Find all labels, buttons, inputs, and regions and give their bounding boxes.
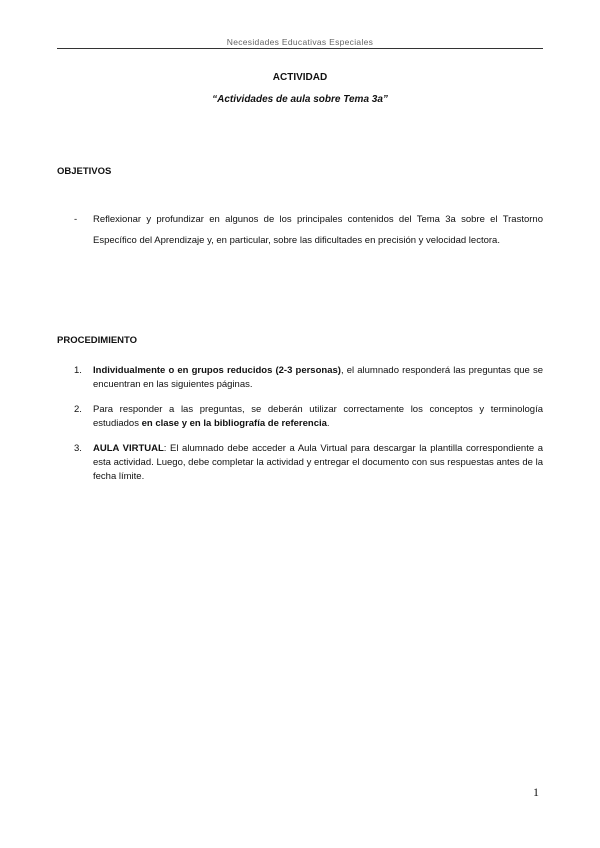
item-bold-text: en clase y en la bibliografía de referencia — [138, 418, 327, 429]
document-subtitle: “Actividades de aula sobre Tema 3a” — [212, 94, 388, 105]
list-item — [57, 442, 543, 484]
objetivos-item — [57, 209, 543, 251]
document-title: ACTIVIDAD — [272, 72, 328, 83]
item-text-end: . — [326, 418, 330, 429]
item-bold-text: AULA VIRTUAL — [93, 443, 164, 454]
procedimiento-heading: PROCEDIMIENTO — [57, 335, 138, 346]
item-number: 1. — [74, 365, 82, 376]
page-number: 1 — [533, 785, 539, 799]
bullet-dash: - — [74, 214, 78, 225]
list-item — [57, 403, 543, 431]
list-item — [57, 364, 543, 392]
item-number: 3. — [74, 443, 82, 454]
header-divider — [57, 48, 543, 49]
item-text: , el alumnado responderá las preguntas que se encuentran en las siguientes páginas. — [93, 365, 544, 390]
item-text: Para responder a las preguntas, se deberán utilizar correctamente los conceptos y terminología estudiados — [93, 404, 543, 429]
item-bold-text: Individualmente o en grupos reducidos (2-3 personas) — [93, 365, 341, 376]
running-header: Necesidades Educativas Especiales — [226, 37, 374, 47]
item-number: 2. — [74, 404, 82, 415]
procedimiento-list — [57, 364, 543, 495]
objetivos-heading: OBJETIVOS — [57, 166, 112, 177]
objetivos-text: Reflexionar y profundizar en algunos de los principales contenidos del Tema 3a sobre el Trastorno Específico del Aprendizaje y, en particular, sobre las dificultades en precisión y velocidad lectora. — [93, 214, 543, 246]
item-text: : El alumnado debe acceder a Aula Virtual para descargar la plantilla correspondiente a esta actividad. Luego, debe completar la actividad y entregar el documento con sus respuestas antes de la fecha límite. — [93, 443, 543, 482]
